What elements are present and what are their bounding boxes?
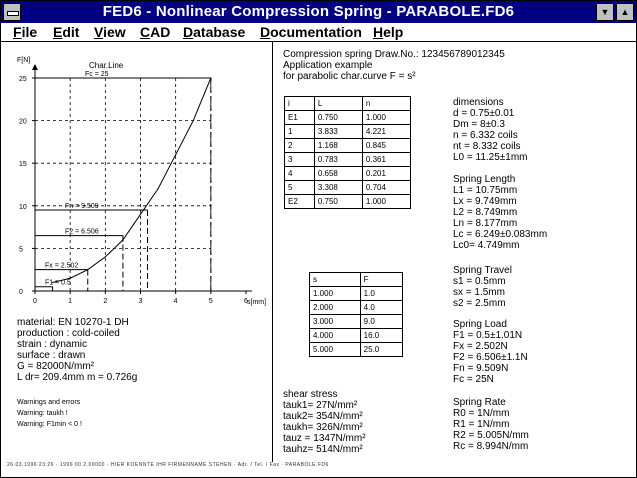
table-cell: 2.000 [310,301,361,315]
spring-travel-section [453,265,512,309]
table-header-cell: s [310,273,361,287]
table-header-cell: L [314,97,362,111]
table-cell: 3.833 [314,125,362,139]
x-tick-label: 6 [244,298,248,305]
menu-edit[interactable] [53,23,79,41]
table-cell: 1.0 [360,287,402,301]
header-line: Application example [283,60,373,71]
material-line: strain : dynamic [17,339,88,350]
table-cell: 1.000 [310,287,361,301]
header-line: for parabolic char.curve F = s² [283,71,416,82]
travel-force-row [310,343,403,357]
curve-point [105,256,106,257]
y-tick-label: 10 [19,203,27,211]
coil-table-row [285,195,411,209]
section-title: Spring Length [453,174,516,185]
rate-line: R1 = 1N/mm [453,419,510,430]
menu-edit-label: Edit [53,24,80,40]
shear-line: tauhz= 514N/mm² [283,444,363,455]
table-cell: 0.845 [362,139,410,153]
material-line: L dr= 209.4mm m = 0.726g [17,372,138,383]
x-axis-label: s[mm] [247,299,267,306]
x-tick-label: 4 [173,298,178,305]
travel-force-row [310,301,403,315]
header-line: Compression spring Draw.No.: 123456789012345 [283,49,505,60]
marker-label: F2 = 6.506 [65,228,99,236]
menu-file-label: File [13,24,38,40]
section-title: dimensions [453,97,504,108]
x-tick-label: 5 [208,298,213,305]
menu-bar [1,23,636,42]
table-cell: 4 [285,167,315,181]
system-menu-button[interactable] [3,3,21,21]
travel-force-row [310,315,403,329]
travel-line: sx = 1.5mm [453,287,505,298]
curve-point [140,214,141,215]
coil-table-row [285,125,411,139]
menu-documentation-label: Documentation [260,24,362,40]
table-cell: 4.221 [362,125,410,139]
shear-line: taukh= 326N/mm² [283,422,363,433]
system-menu-icon [7,11,19,16]
travel-force-row [310,329,403,343]
menu-documentation[interactable] [260,23,362,41]
menu-database[interactable] [183,23,245,41]
table-cell: 4.000 [310,329,361,343]
table-header-row [310,273,403,287]
table-cell: 2 [285,139,315,153]
table-header-cell: F [360,273,402,287]
rate-line: Rc = 8.994N/mm [453,441,529,452]
warning-line: Warnings and errors [17,399,81,406]
table-cell: 5 [285,181,315,195]
minimize-icon: ▼ [600,7,610,17]
shear-line: tauz = 1347N/mm² [283,433,366,444]
table-cell: 1 [285,125,315,139]
x-tick-label: 2 [103,298,108,305]
length-line: Lc = 6.249±0.083mm [453,229,548,240]
y-axis-label: F[N] [17,57,31,64]
table-cell: 0.783 [314,153,362,167]
table-cell: 16.0 [360,329,402,343]
material-line: G = 82000N/mm² [17,361,94,372]
shear-stress-block [283,389,366,455]
y-tick-label: 5 [19,246,23,254]
table-cell: 0.750 [314,111,362,125]
spring-rate-section [453,397,529,452]
section-title: Spring Rate [453,397,506,408]
coil-table-row [285,167,411,181]
dimension-line: nt = 8.332 coils [453,141,521,152]
table-cell: 3.000 [310,315,361,329]
table-cell: 0.658 [314,167,362,181]
table-cell: 4.0 [360,301,402,315]
material-line: surface : drawn [17,350,86,361]
menu-database-label: Database [183,24,246,40]
characteristic-curve [53,78,211,282]
marker-label: Fc = 25 [85,71,109,78]
material-line: material: EN 10270-1 DH [17,317,129,328]
curve-point [157,188,158,189]
length-line: Lc0= 4.749mm [453,240,520,251]
shear-line: tauk2= 354N/mm² [283,411,363,422]
rate-line: R0 = 1N/mm [453,408,510,419]
x-tick-label: 0 [33,298,37,305]
menu-view[interactable] [94,23,126,41]
coil-table-row [285,153,411,167]
y-tick-label: 0 [19,289,23,296]
table-cell: 25.0 [360,343,402,357]
menu-view-label: View [94,24,126,40]
title-bar[interactable] [1,1,636,23]
warning-line: Warning: taukh ! [17,410,68,417]
shear-title: shear stress [283,389,338,400]
dimension-line: d = 0.75±0.01 [453,108,515,119]
menu-cad-label: CAD [140,24,171,40]
table-cell: 3 [285,153,315,167]
table-cell: 3.308 [314,181,362,195]
length-line: Ln = 8.177mm [453,218,518,229]
table-cell: 0.704 [362,181,410,195]
dimension-line: Dm = 8±0.3 [453,119,505,130]
marker-label: Fn = 9.509 [65,202,99,210]
table-cell: 9.0 [360,315,402,329]
minimize-button[interactable] [596,3,614,21]
spring-length-section [453,174,547,251]
table-header-cell: n [362,97,410,111]
load-line: Fx = 2.502N [453,341,508,352]
length-line: L1 = 10.75mm [453,185,518,196]
table-cell: 0.361 [362,153,410,167]
header-block [283,49,505,82]
curve-point [193,120,194,121]
coil-table-row [285,111,411,125]
y-tick-label: 15 [19,161,27,169]
marker-label: Fx = 2.502 [45,262,79,270]
y-tick-label: 25 [19,76,27,83]
dimensions-section [453,97,528,163]
table-cell: 1.000 [362,111,410,125]
maximize-icon: ▲ [620,7,630,17]
dimension-line: n = 6.332 coils [453,130,518,141]
shear-line: tauk1= 27N/mm² [283,400,358,411]
rate-line: R2 = 5.005N/mm [453,430,529,441]
load-line: F2 = 6.506±1.1N [453,352,528,363]
maximize-button[interactable] [616,3,634,21]
characteristic-line-chart [1,42,273,312]
warning-line: Warning: F1min < 0 ! [17,421,82,428]
table-cell: 5.000 [310,343,361,357]
travel-force-row [310,287,403,301]
menu-file[interactable] [13,23,37,41]
coil-table-row [285,181,411,195]
material-block [17,317,137,383]
coil-table [284,96,411,209]
x-tick-label: 3 [138,298,143,305]
y-axis-arrow-icon [32,64,38,70]
marker-label: F1 = 0.5 [45,279,71,287]
load-line: Fn = 9.509N [453,363,509,374]
travel-line: s2 = 2.5mm [453,298,506,309]
x-tick-label: 1 [68,298,73,305]
warnings-block [17,397,82,430]
menu-help[interactable] [373,23,403,41]
y-tick-label: 20 [19,118,27,126]
table-cell: 1.000 [362,195,410,209]
coil-table-row [285,139,411,153]
travel-force-table [309,272,403,357]
vertical-divider [272,42,273,462]
menu-help-label: Help [373,24,404,40]
table-cell: 1.168 [314,139,362,153]
footer-status: 26.03.1996 23:26 · 1996 00.2.00000 · HIER KOENNTE IHR FIRMENNAME STEHEN · Adr. / Tel. / Fax · PARABOLE.FD6 [7,462,329,468]
material-line: production : cold-coiled [17,328,120,339]
table-cell: E1 [285,111,315,125]
window-title: FED6 - Nonlinear Compression Spring - PARABOLE.FD6 [102,3,515,20]
section-title: Spring Load [453,319,507,330]
load-line: Fc = 25N [453,374,494,385]
curve-point [175,154,176,155]
table-header-cell: i [285,97,315,111]
section-title: Spring Travel [453,265,512,276]
length-line: L2 = 8.749mm [453,207,518,218]
table-cell: E2 [285,195,315,209]
table-header-row [285,97,411,111]
table-cell: 0.750 [314,195,362,209]
load-line: F1 = 0.5±1.01N [453,330,523,341]
spring-load-section [453,319,528,385]
dimension-line: L0 = 11.25±1mm [453,152,528,163]
table-cell: 0.201 [362,167,410,181]
curve-point [70,278,71,279]
travel-line: s1 = 0.5mm [453,276,506,287]
menu-cad[interactable] [140,23,170,41]
chart-title: Char.Line [89,61,124,70]
length-line: Lx = 9.749mm [453,196,517,207]
